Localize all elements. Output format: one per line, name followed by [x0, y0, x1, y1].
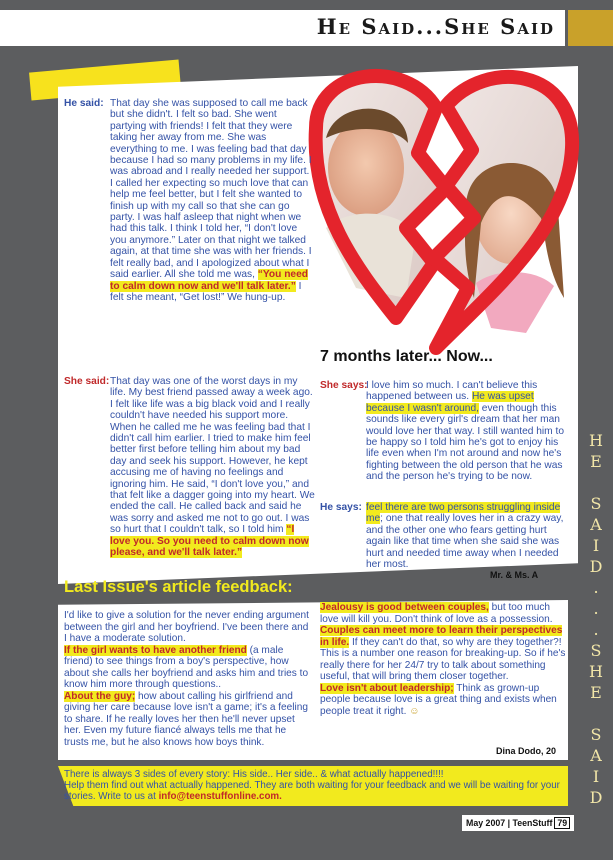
page-title: He Said...She Said — [316, 14, 555, 39]
vertical-title-letter: . — [593, 578, 599, 597]
vertical-title-letter: H — [589, 662, 603, 681]
feedback-highlight-friend: If the girl wants to have another friend — [64, 644, 247, 656]
feedback-highlight-jealousy: Jealousy is good between couples, — [320, 602, 489, 613]
vertical-title-letter: . — [593, 599, 599, 618]
months-later-heading: 7 months later... Now... — [320, 348, 493, 365]
vertical-title-letter: S — [590, 725, 602, 744]
she-says-text: I love him so much. I can't believe this happened between us. He was upset because I wasn't around, even though this sounds like every girl's dream that her man would love her that way. I still wanted him to be happy so I told him he's got to enjoy his life even when I'm not around and now he's fighting between the old person that he was and the person he's trying to be now. — [366, 380, 564, 483]
feedback-left-column: I'd like to give a solution for the never ending argument between the girl and her boyfriend. I've been there and I have a moderate solution. If the girl wants to have another friend (a male friend) to see things from a boy's perspective, how about she calls her boyfriend and asks him and tries to know him more through questions.. About the guy; how about calling his girlfriend and giving her care because love isn't a game; it's a feeling to share. If he really loves her then he'll never upset her. Even my future fiancé always tells me that he trusts me, but he also knows how boys think. — [64, 610, 309, 748]
he-says-highlight: feel there are two persons struggling inside me — [366, 502, 561, 525]
vertical-title-letter: E — [590, 683, 602, 702]
vertical-title-letter — [584, 703, 608, 724]
he-says-text: feel there are two persons struggling inside me; one that really loves her in a crazy way, and the other one who fears getting hurt again like that time when she said she was hurt and needed time away when I needed her most. — [366, 502, 564, 571]
feedback-heading: Last Issue's article feedback: — [64, 578, 293, 596]
vertical-title-letter: I — [592, 767, 600, 786]
she-said-text: That day was one of the worst days in my life. My best friend passed away a week ago. I felt like life was a big black void and I really couldn't have needed his support more. When he called me he was feeling bad that I didn't call him earlier. I tried to make him feel better first before telling him about my bad day and seek his support. However, he kept accusing me of having no feelings and ignoring him. He said, “I don't love you,” and that felt like a dagger going into my heart. We ended the call. He called back and said he was sorry and asked me not to go out. I was so hurt that I couldn't talk, so I told him “I love you. So you need to calm down now please, and we'll talk later.” — [110, 376, 315, 559]
vertical-title-letter: . — [593, 620, 599, 639]
vertical-title-letter: H — [589, 431, 603, 450]
he-said-highlight: “You need to calm down now and we'll talk later.” — [110, 269, 308, 292]
broken-heart-photo — [296, 58, 588, 358]
feedback-right-column: Jealousy is good between couples, but too much love will kill you. Don't think of love as a possession. Couples can meet more to learn their perspectives in life. If they can't do that, so why are they together?! This is a number one reason for breaking-up. So if he's really there for her 24/7 try to talk about something useful, that will bring them closer together. Love isn't about leadership; Think as grown-up people because love is a great thing and exists when people treat it right. ☺ — [320, 602, 566, 717]
vertical-title-letter: D — [589, 788, 603, 807]
call-to-action-text: There is always 3 sides of every story: His side.. Her side.. & what actually happened!!!! Help them find out what actually happened. They are both waiting for your feedback and we will be waiting for your stories. Write to us at info@teenstuffonline.com. — [64, 769, 560, 803]
vertical-title-letter: A — [590, 515, 602, 534]
feedback-highlight-guy: About the guy; — [64, 690, 136, 702]
vertical-title — [584, 430, 608, 808]
header-bar — [0, 10, 613, 46]
she-says-label: She says: — [320, 380, 368, 391]
feedback-highlight-couples: Couples can meet more to learn their perspectives in life. — [320, 625, 563, 648]
she-said-label: She said: — [64, 376, 110, 387]
feedback-signature: Dina Dodo, 20 — [496, 746, 557, 756]
he-said-text: That day she was supposed to call me back but she didn't. I felt so bad. She went partying with friends! I felt that they were taking her away from me. She was everything to me. I was feeling bad that day because I had so many problems in my life. I was abroad and I really needed her support. I called her expecting so much love that can help me feel better, but I felt she wanted to finish up with my call so that she can go party. I was half asleep that night when we had this talk. I think I told her, “I don't love you anymore.” Later on that night we talked again, at that time she was with her friends. I felt really bad, and I apologized about what I said earlier. All she told me was, “You need to calm down now and we'll talk later.” I felt she meant, “Get lost!” We hung-up. — [110, 98, 312, 303]
vertical-title-letter — [584, 472, 608, 493]
vertical-title-letter: S — [590, 641, 602, 660]
page-number: 79 — [554, 817, 570, 829]
he-said-label: He said: — [64, 98, 104, 109]
feedback-highlight-leadership: Love isn't about leadership; — [320, 682, 454, 694]
she-said-highlight: “I love you. So you need to calm down now please, and we'll talk later.” — [110, 524, 309, 559]
vertical-title-letter: D — [589, 557, 603, 576]
boy-face — [328, 120, 404, 216]
header-gold-block — [568, 10, 613, 46]
vertical-title-letter: S — [590, 494, 602, 513]
page-footer: May 2007 | TeenStuff 79 — [462, 815, 574, 831]
she-says-highlight: He was upset because I wasn't around, — [366, 391, 534, 414]
story-signature: Mr. & Ms. A — [490, 570, 539, 580]
vertical-title-letter: I — [592, 536, 600, 555]
he-says-label: He says: — [320, 502, 362, 513]
email-link[interactable]: info@teenstuffonline.com. — [158, 791, 282, 803]
vertical-title-letter: A — [590, 746, 602, 765]
smiley-icon: ☺ — [409, 705, 420, 717]
vertical-title-letter: E — [590, 452, 602, 471]
